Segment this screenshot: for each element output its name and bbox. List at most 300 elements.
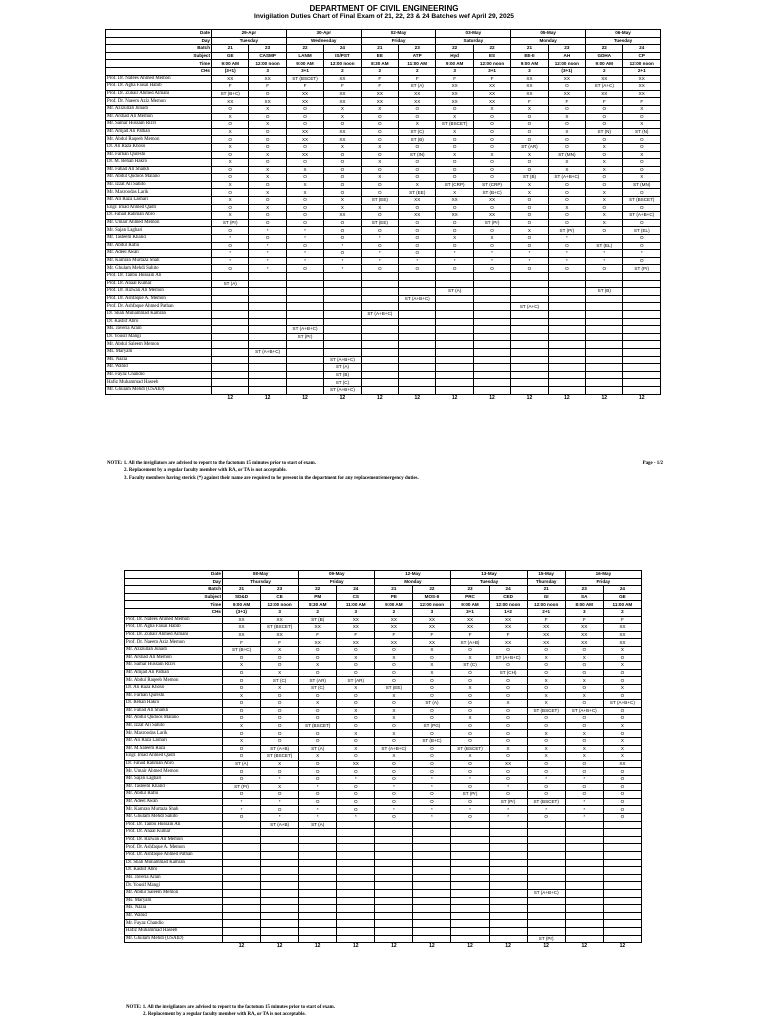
duty-cell [261, 927, 299, 935]
duty-cell: ST (Pr) [451, 791, 489, 799]
duty-cell [489, 920, 527, 928]
faculty-name: Mr. Amjad Ali Pathan [106, 128, 212, 136]
faculty-name: Mr. Fahad Ali Shaikh [125, 707, 223, 715]
duty-cell: O [565, 783, 603, 791]
duty-cell: O [623, 257, 661, 265]
duty-cell: F [623, 98, 661, 106]
duty-cell: XX [586, 75, 623, 83]
duty-cell [473, 303, 510, 311]
paper-subject: IS/PST [324, 52, 361, 60]
duty-cell [212, 386, 249, 394]
duty-cell: O [489, 730, 527, 738]
row-label-chs: CHs [106, 67, 212, 75]
paper-subject: CE [261, 593, 299, 601]
duty-cell: X [324, 105, 361, 113]
duty-cell: O [489, 707, 527, 715]
duty-cell [399, 288, 436, 296]
duty-cell [337, 920, 375, 928]
invigilator-total: 12 [638, 394, 645, 401]
duty-cell [261, 897, 299, 905]
duty-cell [399, 303, 436, 311]
paper-batch: 22 [586, 45, 623, 53]
duty-cell: * [548, 235, 585, 243]
faculty-name: Mr. Sajan Laghari [106, 227, 212, 235]
duty-cell: O [473, 128, 510, 136]
duty-cell: O [623, 113, 661, 121]
faculty-row [125, 920, 642, 928]
duty-cell: O [548, 181, 585, 189]
duty-cell [527, 912, 565, 920]
duty-cell: XX [286, 90, 323, 98]
duty-cell: X [375, 730, 413, 738]
duty-cell: O [489, 677, 527, 685]
duty-cell: ST (B) [511, 174, 548, 182]
duty-cell [399, 386, 436, 394]
faculty-row [125, 851, 642, 859]
duty-cell: O [548, 143, 585, 151]
duty-cell: O [565, 791, 603, 799]
duty-cell: ST (EE) [361, 197, 398, 205]
duty-cell [586, 303, 623, 311]
duty-cell [565, 821, 603, 829]
duty-cell [413, 867, 451, 875]
duty-cell: XX [511, 83, 548, 91]
duty-cell: O [489, 692, 527, 700]
totals-spacer [106, 394, 212, 401]
invigilator-total: 12 [564, 394, 570, 401]
duty-cell [623, 273, 661, 281]
duty-cell [324, 318, 361, 326]
duty-cell [212, 273, 249, 281]
faculty-row [106, 189, 661, 197]
faculty-name: Dr. Fahad Rahman Abro [125, 760, 223, 768]
duty-cell [223, 851, 261, 859]
duty-cell [223, 836, 261, 844]
duty-cell [623, 280, 661, 288]
faculty-name: Mr. Ghulam Mehdi Sahito [125, 814, 223, 822]
duty-cell [286, 310, 323, 318]
exam-day: Tuesday [212, 37, 287, 45]
duty-cell [603, 851, 641, 859]
duty-cell: ST (BSCET) [436, 121, 473, 129]
duty-cell: ST (BSCET) [286, 75, 323, 83]
duty-cell: O [451, 768, 489, 776]
duty-cell: O [286, 197, 323, 205]
faculty-name: Dr. Shah Muhammad Kamran [125, 859, 223, 867]
duty-cell: XX [623, 75, 661, 83]
duty-cell [603, 905, 641, 913]
duty-cell [603, 912, 641, 920]
faculty-row [106, 303, 661, 311]
duty-cell: O [565, 768, 603, 776]
duty-cell [511, 318, 548, 326]
duty-cell: X [324, 197, 361, 205]
duty-cell [413, 912, 451, 920]
duty-cell: XX [473, 98, 510, 106]
invigilator-total: 12 [391, 943, 397, 950]
duty-cell [511, 356, 548, 364]
duty-cell: X [451, 684, 489, 692]
faculty-name: Mr. Masroodas Larik [125, 730, 223, 738]
duty-cell: O [436, 227, 473, 235]
paper-time: 9:00 AM [436, 60, 473, 68]
duty-cell: O [286, 105, 323, 113]
faculty-row [106, 136, 661, 144]
duty-cell [337, 889, 375, 897]
duty-cell: O [527, 662, 565, 670]
row-label-date: Date [106, 30, 212, 38]
duty-cell: * [565, 776, 603, 784]
duty-cell [413, 829, 451, 837]
duty-cell: X [473, 105, 510, 113]
paper-chs: 3 [249, 67, 286, 75]
duty-cell: X [223, 662, 261, 670]
duty-cell [249, 273, 286, 281]
duty-cell: XX [548, 90, 585, 98]
duty-cell: O [623, 189, 661, 197]
faculty-row [125, 806, 642, 814]
paper-time: 12:00 noon [413, 601, 451, 609]
faculty-name: Mr. Abdul Rafiu [106, 242, 212, 250]
paper-chs: (3+1) [223, 608, 261, 616]
duty-cell [473, 288, 510, 296]
duty-cell: O [413, 745, 451, 753]
duty-cell: O [212, 151, 249, 159]
duty-cell: * [249, 257, 286, 265]
duty-cell [451, 844, 489, 852]
paper-time: 9:00 AM [375, 601, 413, 609]
duty-cell: XX [399, 90, 436, 98]
duty-cell [511, 333, 548, 341]
duty-cell [261, 882, 299, 890]
invigilator-total: 12 [429, 943, 435, 950]
faculty-name: Engr. Imad Ahmed Qadri [106, 204, 212, 212]
duty-cell: O [249, 159, 286, 167]
duty-cell [586, 348, 623, 356]
paper-batch: 23 [261, 586, 299, 594]
duty-cell [399, 333, 436, 341]
paper-batch: 22 [473, 45, 510, 53]
duty-cell: ST (B+C) [413, 738, 451, 746]
duty-cell [473, 326, 510, 334]
duty-cell [299, 851, 337, 859]
faculty-row [106, 242, 661, 250]
duty-cell [451, 874, 489, 882]
duty-cell: O [361, 136, 398, 144]
faculty-row [125, 692, 642, 700]
duty-cell: XX [451, 624, 489, 632]
duty-cell: * [286, 257, 323, 265]
duty-cell: X [261, 684, 299, 692]
duty-cell: X [586, 212, 623, 220]
duty-cell: O [212, 105, 249, 113]
duty-cell [299, 935, 337, 943]
duty-cell: XX [286, 136, 323, 144]
duty-cell: X [436, 128, 473, 136]
duty-cell: O [399, 105, 436, 113]
duty-cell: * [489, 814, 527, 822]
duty-cell: ST (B) [299, 616, 337, 624]
faculty-name: Prof. Dr. Anaal Kumar [106, 280, 212, 288]
duty-cell: X [361, 143, 398, 151]
duty-cell: ST (N) [586, 128, 623, 136]
duty-cell: X [603, 753, 641, 761]
duty-cell [286, 348, 323, 356]
duty-cell: O [337, 791, 375, 799]
duty-cell: O [511, 197, 548, 205]
duty-cell: O [375, 677, 413, 685]
row-label-chs: CHs [125, 608, 223, 616]
duty-cell: O [436, 143, 473, 151]
duty-cell [623, 333, 661, 341]
duty-cell [375, 882, 413, 890]
duty-cell [249, 295, 286, 303]
duty-cell: O [337, 768, 375, 776]
faculty-row [106, 159, 661, 167]
duty-cell: O [399, 174, 436, 182]
duty-cell: O [223, 776, 261, 784]
faculty-row [106, 295, 661, 303]
duty-cell: XX [223, 631, 261, 639]
duty-cell: O [511, 128, 548, 136]
faculty-row [125, 829, 642, 837]
faculty-name: Mr. Abdul Qudoos Malano [106, 174, 212, 182]
duty-cell: O [223, 715, 261, 723]
duty-cell: X [286, 166, 323, 174]
duty-cell: * [286, 227, 323, 235]
duty-cell [565, 905, 603, 913]
duty-cell [361, 364, 398, 372]
exam-date: 03-May [436, 30, 511, 38]
faculty-name: Ms. Javeria Arain [106, 326, 212, 334]
duty-cell: O [603, 783, 641, 791]
duty-cell: XX [299, 639, 337, 647]
duty-cell: XX [286, 128, 323, 136]
duty-cell: X [249, 105, 286, 113]
duty-cell: XX [489, 624, 527, 632]
duty-cell: X [548, 113, 585, 121]
duty-cell: ST (A+B) [261, 821, 299, 829]
faculty-row [125, 844, 642, 852]
faculty-name: Dr. Ali Raza Khoso [125, 684, 223, 692]
duty-cell: ST (EE) [361, 219, 398, 227]
duty-cell: XX [623, 90, 661, 98]
duty-cell: X [436, 151, 473, 159]
duty-cell [361, 371, 398, 379]
duty-cell: * [473, 257, 510, 265]
duty-cell [223, 867, 261, 875]
duty-cell: O [212, 227, 249, 235]
duty-cell: O [337, 700, 375, 708]
duty-cell: * [249, 265, 286, 273]
faculty-name: Mr. Fayaz Chandio [106, 371, 212, 379]
duty-cell: X [565, 753, 603, 761]
duty-cell: ST (CRP) [436, 181, 473, 189]
duty-cell: * [489, 806, 527, 814]
duty-cell: ST (C) [261, 677, 299, 685]
duty-cell: XX [603, 639, 641, 647]
faculty-name: Mr. Arshad Ali Memon [125, 654, 223, 662]
duty-cell: X [337, 730, 375, 738]
duty-cell: O [324, 174, 361, 182]
notes-page-2 [126, 1004, 642, 1019]
duty-cell [223, 829, 261, 837]
duty-cell [548, 280, 585, 288]
duty-cell: X [586, 159, 623, 167]
duty-cell: O [337, 738, 375, 746]
duty-cell: O [436, 166, 473, 174]
duty-cell: O [261, 768, 299, 776]
duty-cell: O [286, 174, 323, 182]
duty-cell: O [337, 783, 375, 791]
duty-cell [451, 912, 489, 920]
duty-cell: X [299, 662, 337, 670]
paper-batch: 21 [223, 586, 261, 594]
duty-cell [586, 280, 623, 288]
paper-time: 8:30 AM [299, 601, 337, 609]
duty-cell: O [286, 204, 323, 212]
row-label-day: Day [125, 578, 223, 586]
duty-cell: X [286, 189, 323, 197]
duty-cell [473, 333, 510, 341]
faculty-name: Mr. Kamran Murtaza Shah [106, 257, 212, 265]
duty-cell: * [548, 257, 585, 265]
paper-time: 12:00 noon [623, 60, 661, 68]
paper-chs: 2 [586, 67, 623, 75]
duty-cell: F [548, 98, 585, 106]
duty-cell [451, 905, 489, 913]
duty-cell: ST (MN) [548, 151, 585, 159]
paper-batch: 23 [451, 586, 489, 594]
faculty-row [125, 836, 642, 844]
duty-cell [249, 356, 286, 364]
duty-cell: O [586, 204, 623, 212]
duty-cell [436, 386, 473, 394]
duty-cell [548, 273, 585, 281]
invigilator-total: 12 [352, 943, 359, 950]
duty-cell [565, 920, 603, 928]
duty-cell [361, 386, 398, 394]
duty-cell: O [436, 136, 473, 144]
duty-cell: O [489, 646, 527, 654]
duty-cell [436, 295, 473, 303]
duty-cell: O [299, 776, 337, 784]
faculty-name: Mr. M.Saleem Raza [125, 745, 223, 753]
faculty-row [125, 722, 642, 730]
duty-cell: F [337, 631, 375, 639]
duty-cell [413, 889, 451, 897]
faculty-row [106, 371, 661, 379]
invigilator-total: 12 [543, 943, 549, 950]
faculty-row [106, 151, 661, 159]
paper-time: 11:00 AM [399, 60, 436, 68]
faculty-name: Mr. Ghulam Mehdi Sahito [106, 265, 212, 273]
duty-cell: O [324, 235, 361, 243]
duty-cell: O [527, 760, 565, 768]
duty-cell: XX [212, 98, 249, 106]
duty-cell [548, 379, 585, 387]
duty-cell: X [413, 669, 451, 677]
duty-cell: XX [489, 616, 527, 624]
duty-cell: O [603, 730, 641, 738]
duty-cell [489, 844, 527, 852]
duty-cell: ST (A+B+C) [375, 745, 413, 753]
duty-cell [489, 867, 527, 875]
duty-cell [286, 303, 323, 311]
header-row-chs [125, 608, 642, 616]
duty-cell [473, 379, 510, 387]
duty-cell: F [565, 616, 603, 624]
duty-cell: X [548, 128, 585, 136]
duty-cell: O [511, 212, 548, 220]
paper-time: 12:00 noon [527, 601, 565, 609]
duty-cell: XX [603, 760, 641, 768]
duty-cell: * [299, 814, 337, 822]
paper-chs: (3+1) [212, 67, 249, 75]
duty-cell: O [436, 105, 473, 113]
paper-batch: 24 [603, 586, 641, 594]
duty-cell: X [261, 760, 299, 768]
paper-chs: 3 [511, 67, 548, 75]
duty-cell: O [548, 219, 585, 227]
duty-cell [527, 836, 565, 844]
duty-cell: XX [361, 98, 398, 106]
duty-cell: ST (A+B+C) [623, 212, 661, 220]
invigilator-total: 12 [238, 943, 245, 950]
paper-batch: 23 [399, 45, 436, 53]
faculty-row [106, 227, 661, 235]
duty-cell [261, 905, 299, 913]
duty-cell: ST (A+B+C) [324, 386, 361, 394]
faculty-row [125, 905, 642, 913]
duty-cell: O [399, 235, 436, 243]
duty-cell: ST (EE) [375, 684, 413, 692]
duty-cell: O [451, 646, 489, 654]
duty-cell [324, 333, 361, 341]
duty-cell [299, 874, 337, 882]
duty-cell [436, 379, 473, 387]
duty-cell: X [473, 151, 510, 159]
duty-cell: ST (IN) [399, 151, 436, 159]
duty-cell [451, 889, 489, 897]
duty-cell [223, 821, 261, 829]
paper-chs: 2 [603, 608, 641, 616]
duty-cell: F [324, 83, 361, 91]
duty-cell: ST (CH) [489, 669, 527, 677]
duty-cell: X [375, 715, 413, 723]
duty-cell: ST (B) [399, 136, 436, 144]
duty-cell: O [286, 242, 323, 250]
duty-cell: O [565, 722, 603, 730]
duty-cell: ST (B) [586, 288, 623, 296]
faculty-name: Mr. Ghulam Mehdi (USAID) [125, 935, 223, 943]
duty-cell: * [436, 250, 473, 258]
duty-cell: O [399, 227, 436, 235]
faculty-name: Mr. Ali Raza Lashari [125, 738, 223, 746]
duty-cell: F [375, 631, 413, 639]
page-number: Page - 1/2 [642, 461, 663, 466]
duty-cell [261, 867, 299, 875]
duty-cell [337, 912, 375, 920]
duty-cell: X [603, 738, 641, 746]
duty-cell: O [436, 159, 473, 167]
duty-cell: X [249, 121, 286, 129]
duty-cell: O [413, 753, 451, 761]
faculty-row [106, 197, 661, 205]
duty-cell: ST (A) [436, 288, 473, 296]
duty-cell: ST (AR) [511, 143, 548, 151]
faculty-row [125, 745, 642, 753]
